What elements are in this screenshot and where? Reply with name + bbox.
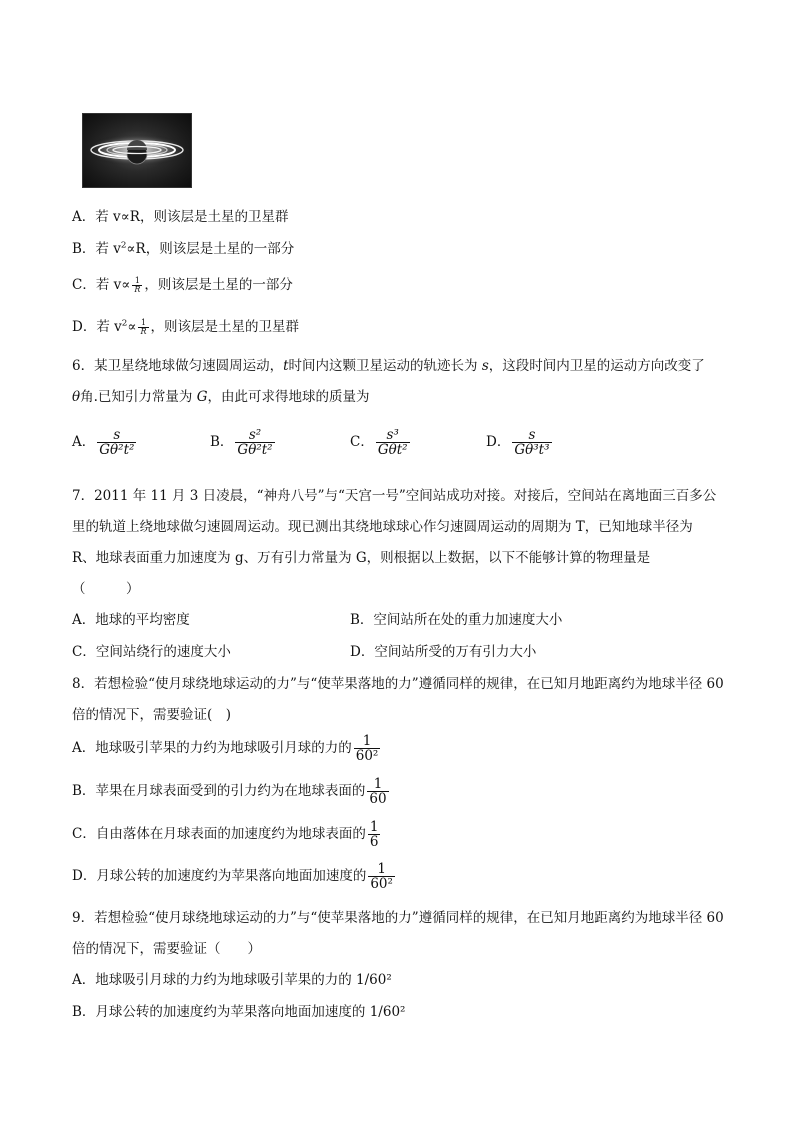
q8-stem-line2: 倍的情况下，需要验证( ) [72,707,232,723]
q7-option-c: C．空间站绕行的速度大小 [72,644,231,660]
q8-option-b: B．苹果在月球表面受到的引力约为在地球表面的 $\frac{1}{60}$ [72,776,387,808]
q6-stem-line1: 6．某卫星绕地球做匀速圆周运动，t时间内这颗卫星运动的轨迹长为 s，这段时间内卫星的运动方向改变了 [72,358,705,374]
q9-option-a: A．地球吸引月球的力约为地球吸引苹果的力的 1/60² [72,972,392,988]
q5-option-a: A．若 v∝R，则该层是土星的卫星群 [72,209,289,225]
saturn-ring-image [82,113,192,188]
fraction: $\frac{1}{R}$ [140,317,147,336]
q6-option-a: A． $\frac{s}{\text{Gθ²t²}}$ [72,427,135,459]
q7-option-d: D．空间站所受的万有引力大小 [350,644,537,660]
q6-option-c: C． $\frac{\text{s³}}{\text{Gθt²}}$ [350,427,408,459]
q8-stem-line1: 8．若想检验“使月球绕地球运动的力”与“使苹果落地的力”遵循同样的规律，在已知月地距离约为地球半径 60 [72,676,724,692]
q9-stem-line1: 9．若想检验“使月球绕地球运动的力”与“使苹果落地的力”遵循同样的规律，在已知月地距离约为地球半径 60 [72,910,724,926]
q7-stem-line3: R、地球表面重力加速度为 g、万有引力常量为 G，则根据以上数据，以下不能够计算的物理量是 [72,550,651,566]
q6-option-b: B． $\frac{\text{s²}}{\text{Gθ²t²}}$ [210,427,273,459]
q8-option-d: D．月球公转的加速度约为苹果落向地面加速度的 $\frac{1}{\text{60²}}$ [72,861,393,893]
q7-stem-line1: 7．2011 年 11 月 3 日凌晨，“神舟八号”与“天宫一号”空间站成功对接。对接后，空间站在离地面三百多公 [72,488,717,504]
q9-option-b: B．月球公转的加速度约为苹果落向地面加速度的 1/60² [72,1004,406,1020]
q9-stem-line2: 倍的情况下，需要验证（ ） [72,941,261,957]
q8-option-a: A．地球吸引苹果的力约为地球吸引月球的力的 $\frac{1}{\text{60²}}$ [72,733,379,765]
q6-stem-line2: θ角.已知引力常量为 G，由此可求得地球的质量为 [72,389,370,405]
q7-option-a: A．地球的平均密度 [72,612,190,628]
saturn-icon [83,114,191,187]
q5-option-b: B．若 $v^2\propto R$，则该层是土星的一部分 [72,240,295,257]
q6-option-d: D． $\frac{s}{\text{Gθ³t³}}$ [486,427,550,459]
q7-stem-line2: 里的轨道上绕地球做匀速圆周运动。现已测出其绕地球球心作匀速圆周运动的周期为 T，已知地球半径为 [72,519,693,535]
q8-option-c: C．自由落体在月球表面的加速度约为地球表面的 $\frac{1}{6}$ [72,819,379,851]
q5-option-d: D．若 $v^2\propto$ $\frac{1}{R}$ ，则该层是土星的卫星群 [72,317,299,336]
q7-option-b: B．空间站所在处的重力加速度大小 [350,612,563,628]
fraction: $\frac{1}{R}$ [134,275,141,294]
q7-stem-line4: （ ） [72,581,140,597]
q5-option-c: C．若 v∝ $\frac{1}{R}$ ，则该层是土星的一部分 [72,275,293,294]
